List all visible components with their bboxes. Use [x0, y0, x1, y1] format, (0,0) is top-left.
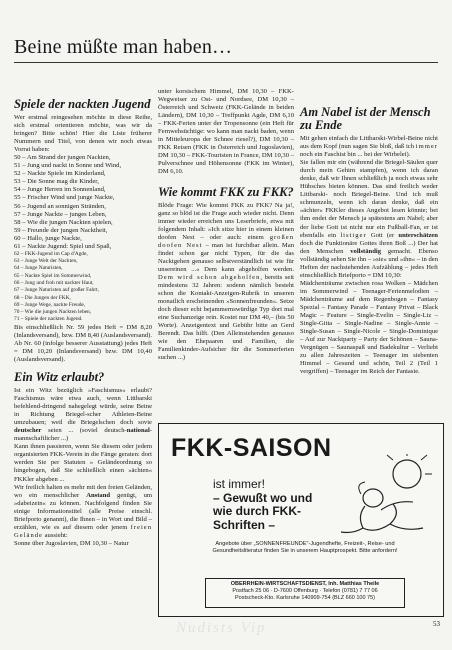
list-item: 63 – Junge Welt der Nackten,	[14, 258, 78, 265]
list-item: 55 – Frischer Wind und junge Nackte,	[14, 194, 115, 202]
list-item: 53 – Die Sonne mag die Kinder,	[14, 178, 99, 186]
watermark: Nudists Vip	[176, 620, 267, 636]
article4-p3: Mädchenträume zwischen rosa Wolken – Mädchen im Sommerwind – Teenager-Ferienmelodien – Mädchenträume auf dem Regenbogen – Fantasy Spezial – Fantasy Parade – Fantasy Privat – Black Magic – Feature – Single-Evelin – Single-Liz – Single-Gitta – Single-Nadine – Single-Annie – Single-Susan – Single-Nicole – Single-Dominique – Auf zur Nacktparty – Party der Schönen – Sauna-Vergnügen – Saunaspaß und Badekultur – Verliebt zu allen Jahreszeiten – Teenager im siebenten Himmel – Gesund und schön, Teil 2 (Teil 1 vergriffen) – Teenager im Reich der Fantasie.	[300, 279, 438, 376]
list-item: 64 – Junge Naturisten,	[14, 265, 63, 272]
list-item: 61 – Nackte Jugend: Spiel und Spaß,	[14, 242, 112, 250]
list-item: 56 – Jugend an sonnigen Stränden,	[14, 202, 106, 210]
list-item: 66 – Jung und froh mit nackter Haut,	[14, 279, 94, 286]
article1-intro: Wer erstmal reingesehen möchte in diese Reihe, sich erstmal orientieren möchte, was wir da bringen? Bitte schön! Hier die Liste früherer Nummern und Titel, von denen wir noch etwas Vorrat haben:	[14, 114, 152, 154]
list-item: 67 – Junge Naturisten auf großer Fahrt,	[14, 287, 99, 294]
heading-wie-kommt: Wie kommt FKK zu FKK?	[158, 184, 294, 199]
article2-p2: Kann ihnen passieren, wenn Sie diesem oder jedem organisierten FKK-Verein in die Fänge geraten: dort werden Sie per Statuten » Geländeordnung so hingebogen, daß Sie schließlich einen »ächten« FKKler abgeben ...	[14, 443, 152, 483]
ad-slogan: ist immer! – Gewußt wo und wie durch FKK-Schriften –	[213, 477, 313, 532]
list-item: 68 – Die Jungen der FKK,	[14, 294, 71, 301]
issue-list	[14, 154, 152, 324]
list-item: 70 – Wie die jungen Nackten leben,	[14, 309, 92, 316]
article2-p1: Ist ein Witz bezüglich »Faschismus« erlaubt? Faschismus wäre etwa auch, wenn Littbarski befehlend-dringend nahegelegt würde, seine Beine in Richtung Briegel-scher Athleten-Beine umzubauen; weil die Briegelschen doch sovie deutscher seien ... (soviel deutsch-national-mannschaftlicher ...)	[14, 387, 152, 443]
article2-p4: Sonne über Jugoslavien, DM 10,30 – Natur	[14, 539, 129, 547]
list-item: 52 – Nackte Spiele im Kinderland,	[14, 170, 106, 178]
heading-nabel: Am Nabel ist der Mensch zu Ende	[300, 105, 431, 132]
list-item: 62 – FKK-Jugend im Cap d'Agde,	[14, 250, 88, 257]
article4-p2: Sie fallen mir ein (während die Briegel-Säulen quer durch mein Gehirn stampfen), wenn ich daran denke, daß wir Ihnen schließlich ja noch etwas sehr Hübsches bieten können. Das sind freilich weder Littbarski- noch Briegel-Beine. Und ich muß schmunzeln, wenn ich daran denke, daß ein »ächter« FKKler dieses Angebot lesen könnte; bei ihm endet der Mensch ja spätestens am Nabel; aber der liebe Gott ist nicht nur ein Fußball-Fan, er ist ebenfalls ein listiger Gott (er unterschätzen doch die Funktionäre Gottes ihren Boß ...) Der hat den Menschen vollständig gemacht. Ebenso vollständig sehen Sie ihn – »sie« und »ihn« – in den Heften der nachstehenden Aufzählung – jedes Heft einschließlich Briefporto = DM 10,30:	[300, 159, 438, 279]
heading-witz: Ein Witz erlaubt?	[14, 370, 105, 384]
col2-p1: unter korsischem Himmel, DM 10,30 – FKK-Wegweiser zu Ost- und Nordsee, DM 10,30 – Österreich und Schweiz (FKK-Gelände in beiden Ländern), DM 10,30 – Treffpunkt Agde, DM 6,10 – FKK-Ferien unter der Tropensonne (ein Heft für Fernwehsüchtige: wo kann man nackt baden, wenn in Mitteleuropa der Schnee riesel?), DM 10,30 – FKK Reisen (FKK in Österreich und Jugoslavien), DM 10,30 – FKK-Touristen in France, DM 10,30 – Pulverschnee und Höhensonne (FKK im Winter), DM 6,10.	[158, 88, 294, 176]
column-2	[158, 70, 294, 362]
article3-p1: Blöde Frage: Wie kommt FKK zu FKK? Na ja!, ganz so blöd ist die Frage auch wieder nicht. Denn immer wieder erreichen uns Leserbriefe, etwa mit folgendem Inhalt: »Ich sitze hier in einem kleinen doofen Nest – oder auch: einem großen doofen Nest – man ist furchtbar allein. Man findet schon gar nicht Typen, für die das Nacktgehen genauso selbstverständlich ist wie für unsereinen ...« Dem kann abgeholfen werden. Dem wird schon abgeholfen, bereits seit mindestens 32 Jahren: sodenn nämlich besteht schon die Kontakt-Anzeigen-Rubrik in unseren monatlich erscheinenden »Sonnenfreunden«. Setze doch dieser echt bejammernswürdige Typ dort mal eine Suchanzeige rein. Kostet nur DM 40,– (bis 50 Worte). Anzeigentext und Gebühr bitte an Gerd Berendt. Das hilft. (Den Alleinstehenden genauso wie den Ehepaaren und Familien, die Familienkinder-Aufsicher für die Sommerferien suchen ...)	[158, 201, 294, 362]
ad-offer-text: Angebote über „SONNENFREUNDE"-Jugendhefte, Freizeit-, Reise- und Gesundheitsliteratur finden Sie in unserem Hauptprospekt. Bitte anfordern!	[212, 541, 398, 554]
list-item: 58 – Wie die jungen Nackten spielen,	[14, 218, 113, 226]
heading-spiele: Spiele der nackten Jugend	[14, 97, 151, 111]
article1-pricing: Bis einschließlich Nr. 59 jedes Heft = DM 8,20 (Inlandsversand), bzw. DM 8,40 (Auslandsversand). Ab Nr. 60 (infolge besserer Ausstattung) jedes Heft = DM 10,20 (Inlandsversand) bzw. DM 10,40 (Auslandsversand).	[14, 323, 153, 363]
list-item: 59 – Freunde der jungen Nacktheit,	[14, 226, 108, 234]
fkk-saison-ad	[158, 423, 444, 617]
list-item: 69 – Junge Wege, nackte Freude,	[14, 301, 86, 308]
title-divider	[14, 62, 438, 63]
list-item: 51 – Jung und nackt in Sonne und Wind,	[14, 162, 122, 170]
article4-p1: Mit gehen einfach die Littbarski-Wirbel-Beine nicht aus dem Kopf (nun sagen Sie bloß, daß ich immer noch ein Faschist bin ... bei der Wirbelei).	[300, 135, 438, 159]
ad-title: FKK-SAISON	[171, 434, 332, 462]
list-item: 50 – Am Strand der jungen Nackten,	[14, 154, 111, 162]
list-item: 57 – Junge Nackte – junges Leben,	[14, 210, 107, 218]
article2-p3: Wir freilich halten es mehr mit den freien Geländen, wo ein menschlicher Anstand genügt, um »dabeizein« zu können. Nachfolgend finden Sie einige Informationstitel (alle Preise einschl. Briefporto genannt), die Ihnen – in Wort und Bild – erzählen, wie es auf diesem oder jenem freien Gelände aussieht:	[14, 483, 153, 539]
page-title: Beine müßte man haben…	[14, 36, 233, 58]
list-item: 54 – Junge Herren im Sonnenland,	[14, 186, 106, 194]
column-3	[300, 70, 438, 376]
list-item: 71 – Spiele der nackten Jugend.	[14, 316, 83, 323]
ad-address-box: OBERRHEIN-WIRTSCHAFTSDIENST, Inh. Matthias Theile Postfach 25 06 · D-7600 Offenburg · Telefon (0781) 7 77 06 Postscheck-Kto. Karlsruhe 140909-754 (BLZ 660 100 75)	[205, 578, 405, 608]
list-item: 65 – Nackte Spiel im Sommerwind,	[14, 272, 92, 279]
sunbather-illustration-icon	[335, 454, 435, 536]
page-number: 53	[433, 620, 440, 628]
list-item: 60 – Hallo, junge Nackte,	[14, 234, 82, 242]
column-1	[14, 70, 152, 548]
